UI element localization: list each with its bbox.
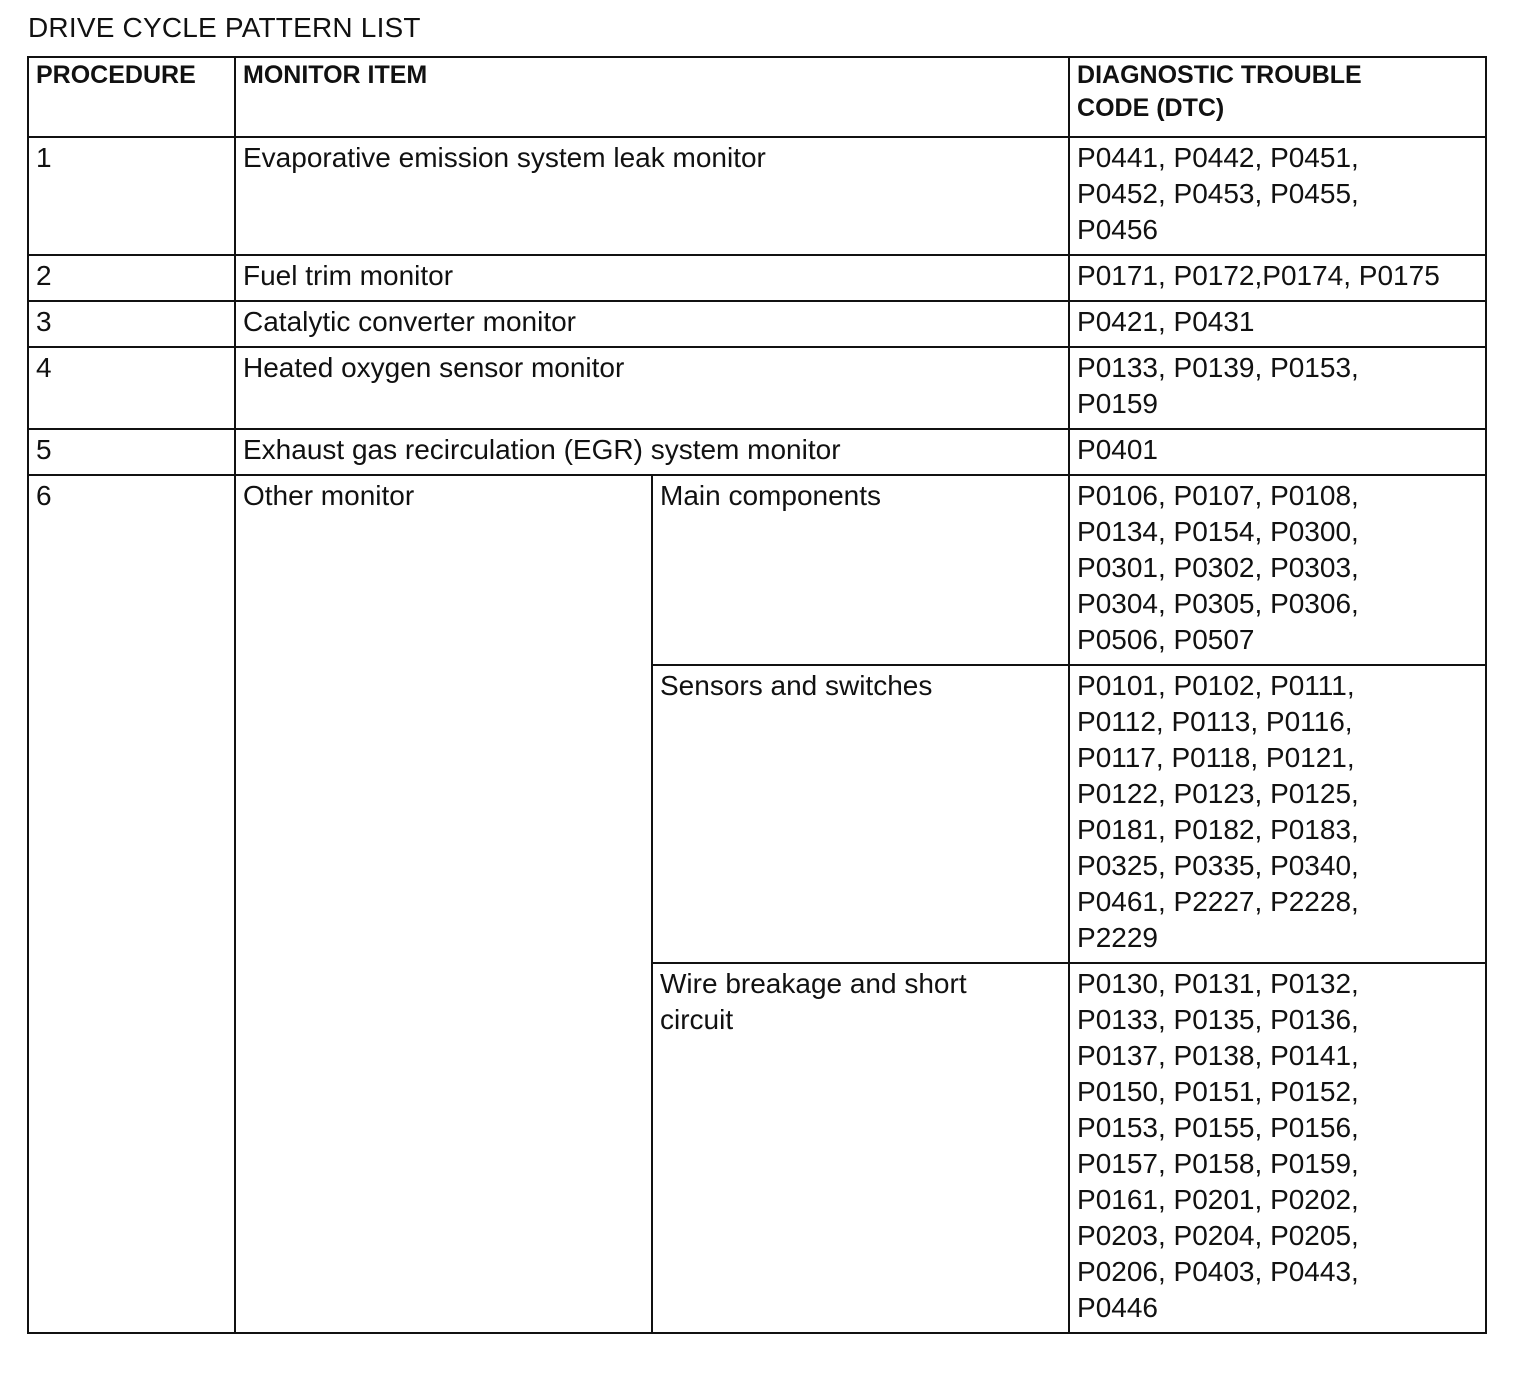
dtc-line: P0159 <box>1077 388 1158 419</box>
procedure-cell: 3 <box>28 301 235 347</box>
dtc-line: P0106, P0107, P0108, <box>1077 480 1359 511</box>
dtc-line: P0401 <box>1077 434 1158 465</box>
procedure-cell: 4 <box>28 347 235 429</box>
table-row <box>28 137 1486 255</box>
header-dtc <box>1069 57 1486 137</box>
dtc-line: P0203, P0204, P0205, <box>1077 1220 1359 1251</box>
dtc-line: P0325, P0335, P0340, <box>1077 850 1359 881</box>
dtc-cell <box>1069 665 1486 963</box>
dtc-line: P0117, P0118, P0121, <box>1077 742 1355 773</box>
dtc-cell <box>1069 301 1486 347</box>
sub-monitor-line: Wire breakage and short <box>660 968 967 999</box>
dtc-line: P0301, P0302, P0303, <box>1077 552 1359 583</box>
dtc-line: P0461, P2227, P2228, <box>1077 886 1359 917</box>
monitor-item-cell: Exhaust gas recirculation (EGR) system monitor <box>235 429 1069 475</box>
dtc-line: P0206, P0403, P0443, <box>1077 1256 1359 1287</box>
dtc-line: P0304, P0305, P0306, <box>1077 588 1359 619</box>
sub-monitor-line: circuit <box>660 1004 734 1035</box>
dtc-line: P0441, P0442, P0451, <box>1077 142 1359 173</box>
procedure-cell: 1 <box>28 137 235 255</box>
procedure-cell: 6 <box>28 475 235 1333</box>
monitor-item-cell: Evaporative emission system leak monitor <box>235 137 1069 255</box>
table-row <box>28 347 1486 429</box>
dtc-line: P0157, P0158, P0159, <box>1077 1148 1359 1179</box>
table-row <box>28 255 1486 301</box>
sub-monitor-cell <box>652 665 1069 963</box>
dtc-cell <box>1069 255 1486 301</box>
dtc-cell <box>1069 429 1486 475</box>
dtc-line: P0130, P0131, P0132, <box>1077 968 1359 999</box>
dtc-cell <box>1069 963 1486 1333</box>
dtc-line: P0452, P0453, P0455, <box>1077 178 1359 209</box>
dtc-cell <box>1069 475 1486 665</box>
monitor-item-cell: Heated oxygen sensor monitor <box>235 347 1069 429</box>
dtc-line: P0137, P0138, P0141, <box>1077 1040 1359 1071</box>
table-row <box>28 475 1486 665</box>
dtc-cell <box>1069 137 1486 255</box>
dtc-cell <box>1069 347 1486 429</box>
sub-monitor-line: Sensors and switches <box>660 670 933 701</box>
dtc-line: P0134, P0154, P0300, <box>1077 516 1359 547</box>
header-procedure: PROCEDURE <box>28 57 235 137</box>
header-dtc-line: DIAGNOSTIC TROUBLE <box>1077 61 1362 89</box>
sub-monitor-cell <box>652 475 1069 665</box>
header-dtc-line: CODE (DTC) <box>1077 94 1225 122</box>
header-monitor-item: MONITOR ITEM <box>235 57 1069 137</box>
dtc-line: P0181, P0182, P0183, <box>1077 814 1359 845</box>
dtc-line: P0161, P0201, P0202, <box>1077 1184 1359 1215</box>
sub-monitor-line: Main components <box>660 480 882 511</box>
dtc-line: P0446 <box>1077 1292 1158 1323</box>
dtc-line: P0421, P0431 <box>1077 306 1255 337</box>
dtc-line: P0506, P0507 <box>1077 624 1255 655</box>
monitor-item-cell: Fuel trim monitor <box>235 255 1069 301</box>
drive-cycle-table <box>27 56 1487 1334</box>
dtc-line: P0122, P0123, P0125, <box>1077 778 1359 809</box>
dtc-line: P0133, P0135, P0136, <box>1077 1004 1359 1035</box>
table-row <box>28 429 1486 475</box>
dtc-line: P0456 <box>1077 214 1158 245</box>
procedure-cell: 2 <box>28 255 235 301</box>
dtc-line: P0171, P0172,P0174, P0175 <box>1077 260 1440 291</box>
procedure-cell: 5 <box>28 429 235 475</box>
dtc-line: P0153, P0155, P0156, <box>1077 1112 1359 1143</box>
monitor-item-cell: Other monitor <box>235 475 652 1333</box>
monitor-item-cell: Catalytic converter monitor <box>235 301 1069 347</box>
dtc-line: P0133, P0139, P0153, <box>1077 352 1359 383</box>
sub-monitor-cell <box>652 963 1069 1333</box>
table-row <box>28 301 1486 347</box>
dtc-line: P2229 <box>1077 922 1158 953</box>
document-title: DRIVE CYCLE PATTERN LIST <box>28 12 421 43</box>
dtc-line: P0112, P0113, P0116, <box>1077 706 1353 737</box>
dtc-line: P0150, P0151, P0152, <box>1077 1076 1359 1107</box>
table-header-row <box>28 57 1486 137</box>
dtc-line: P0101, P0102, P0111, <box>1077 670 1355 701</box>
